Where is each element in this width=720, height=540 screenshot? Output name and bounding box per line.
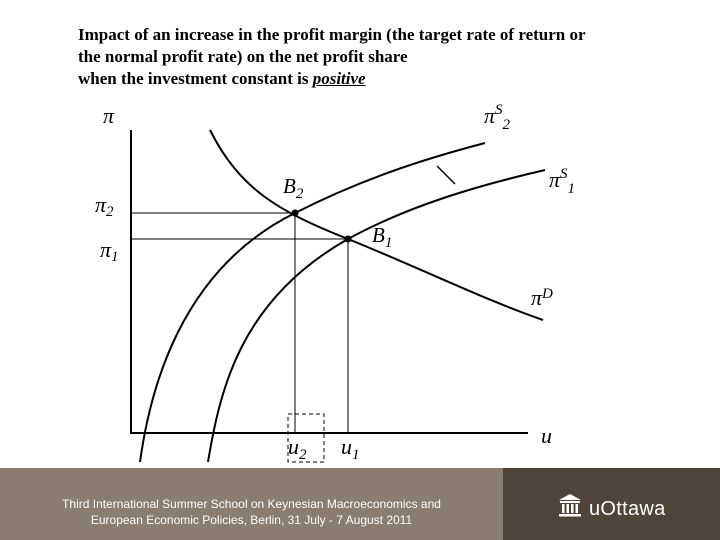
label-pi-d-symbol: π — [531, 285, 543, 310]
footer-text — [0, 496, 503, 528]
label-u2-symbol: u — [288, 434, 299, 459]
footer-banner — [0, 468, 503, 540]
label-pi-s1 — [549, 166, 575, 197]
university-building-icon — [557, 492, 583, 518]
label-b2-sub: 2 — [295, 186, 304, 202]
label-pi1-symbol: π — [100, 237, 112, 262]
footer-line-1: Third International Summer School on Keynesian Macroeconomics and — [62, 497, 441, 511]
logo-text: uOttawa — [589, 498, 666, 520]
point-b2 — [292, 210, 299, 217]
label-pi-s1-symbol: π — [549, 167, 561, 192]
label-b1-symbol: B — [372, 223, 385, 247]
footer-line-2: European Economic Policies, Berlin, 31 July - 7 August 2011 — [90, 513, 413, 527]
label-b1-sub: 1 — [384, 235, 393, 251]
point-b1 — [345, 236, 352, 243]
y-axis-label: π — [103, 103, 115, 128]
label-pi-d-sup: D — [542, 286, 553, 302]
label-pi-s2-sub: 2 — [502, 117, 511, 133]
logo-panel — [503, 468, 720, 540]
supply-curve-old — [208, 170, 545, 462]
label-b1 — [372, 223, 392, 251]
label-u1 — [341, 434, 360, 463]
label-u2-sub: 2 — [299, 447, 307, 463]
shift-arrow — [437, 166, 455, 184]
label-pi-s2-symbol: π — [484, 103, 496, 128]
label-pi2-symbol: π — [95, 192, 107, 217]
label-pi-d — [531, 285, 553, 310]
label-pi1-sub: 1 — [111, 249, 119, 265]
label-pi-s1-sup: S — [560, 166, 568, 182]
title-line-3-text: when the investment constant is — [78, 69, 313, 88]
title-line-1: Impact of an increase in the profit margin (the target rate of return or — [78, 25, 586, 44]
label-b2 — [283, 174, 304, 202]
label-pi-s2-sup: S — [495, 102, 503, 118]
label-u1-sub: 1 — [352, 447, 360, 463]
label-b2-symbol: B — [283, 174, 296, 198]
label-pi2 — [95, 192, 114, 220]
label-pi1 — [100, 237, 119, 265]
label-u1-symbol: u — [341, 434, 352, 459]
label-u2 — [288, 434, 307, 463]
label-pi-s2 — [484, 102, 511, 133]
x-axis-label: u — [541, 423, 552, 448]
title-emphasis: positive — [312, 69, 366, 88]
label-pi-s1-sub: 1 — [567, 181, 576, 197]
label-pi2-sub: 2 — [106, 204, 114, 220]
title-line-2: the normal profit rate) on the net profit share — [78, 47, 408, 66]
